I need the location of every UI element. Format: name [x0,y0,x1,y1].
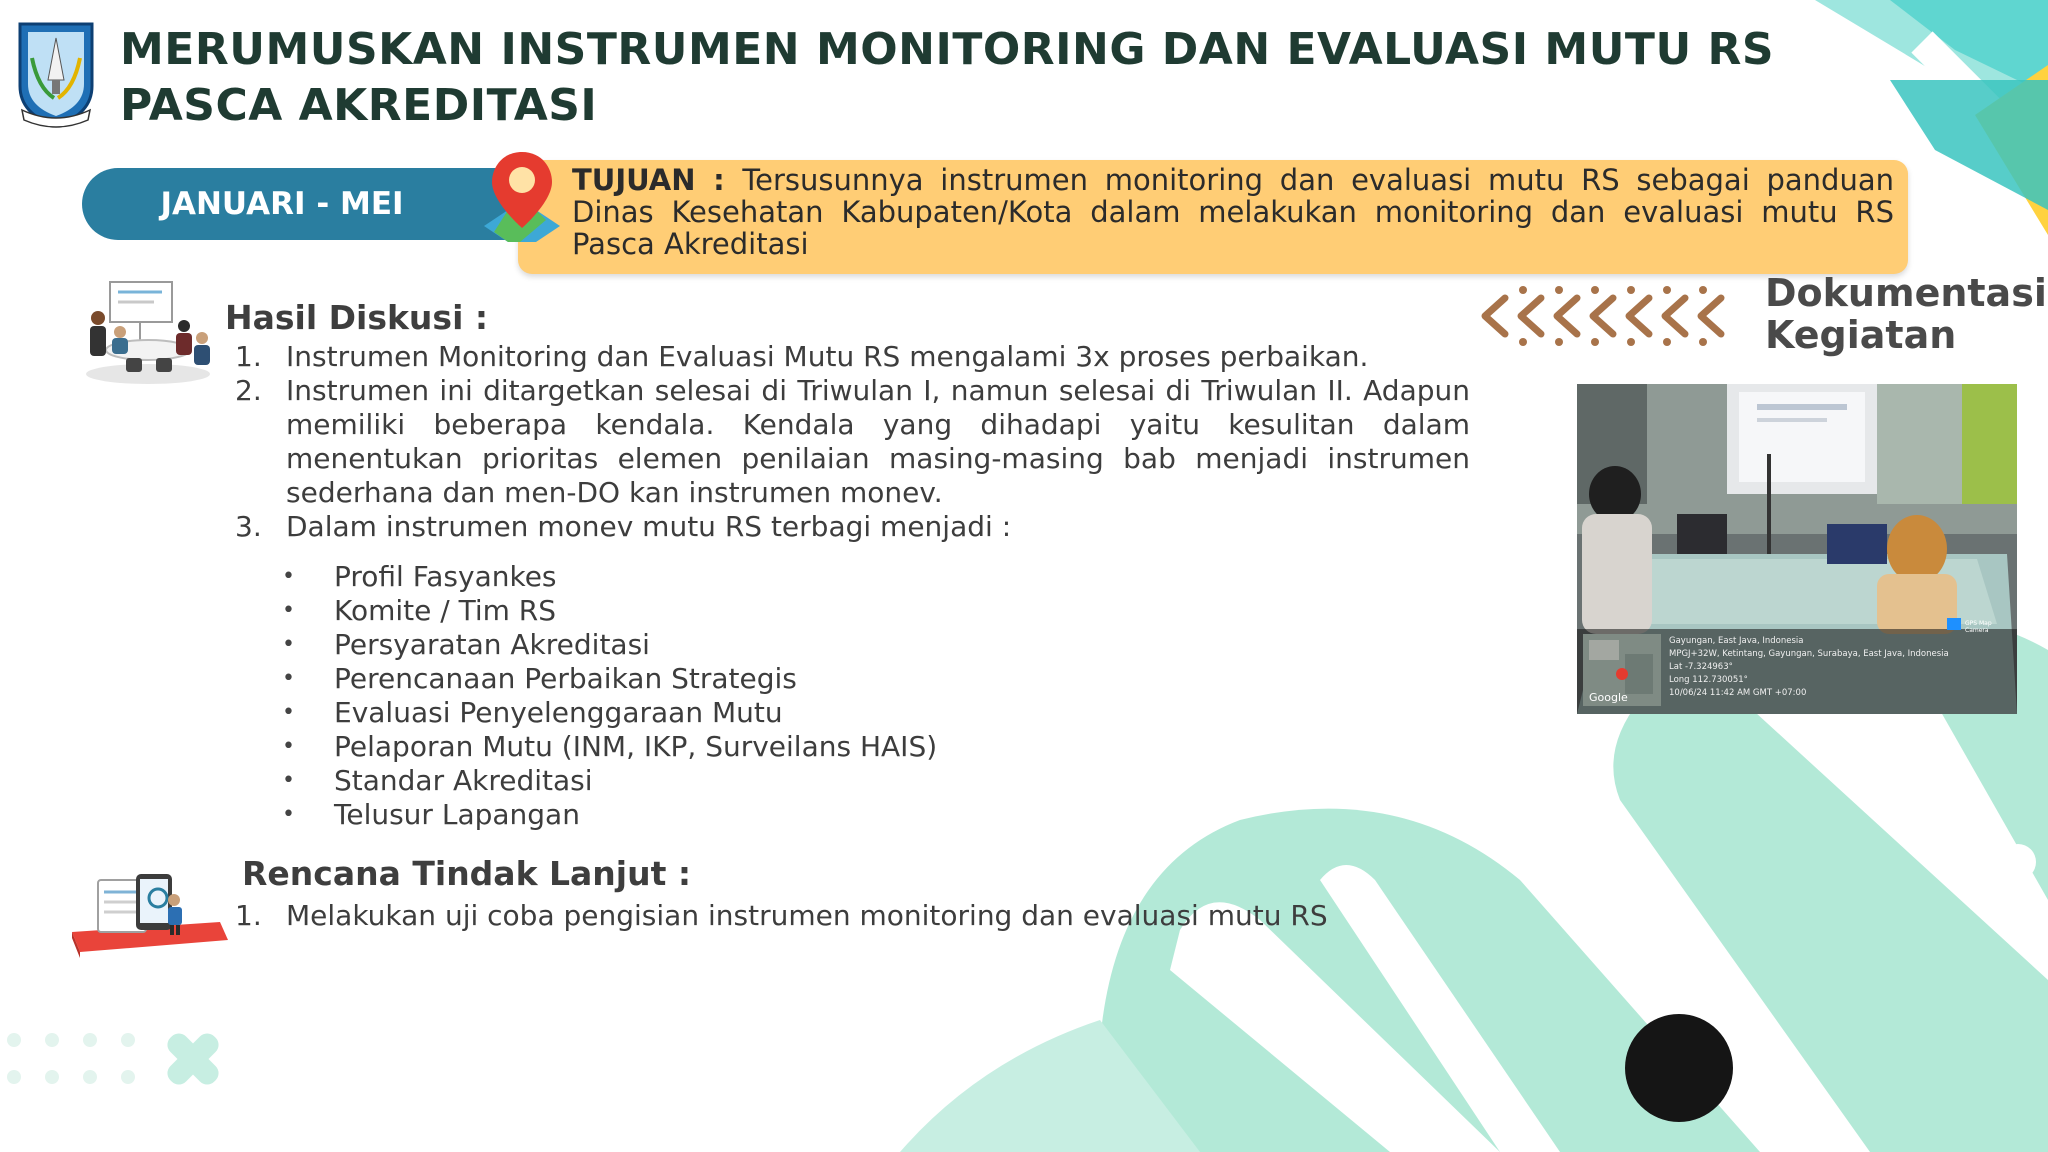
presenter-indicator [1625,1014,1733,1122]
bullet-item: • Evaluasi Penyelenggaraan Mutu [282,696,937,730]
list-number: 1. [235,899,262,932]
goal-label: TUJUAN [572,163,696,197]
chevron-arrows-icon [1475,282,1735,350]
photo-brand-label: GPS Map Camera [1965,620,1992,634]
period-badge: JANUARI - MEI [82,168,512,240]
discussion-heading: Hasil Diskusi : [225,298,489,337]
followup-list [230,899,1328,933]
geotag-long: Long 112.730051° [1669,675,1748,685]
list-text: Melakukan uji coba pengisian instrumen monitoring dan evaluasi mutu RS [286,899,1328,932]
list-number: 3. [235,510,262,543]
goal-text: Tersusunnya instrumen monitoring dan evaluasi mutu RS sebagai panduan Dinas Kesehatan Kabupaten/Kota dalam melakukan monitoring dan evaluasi mutu RS Pasca Akreditasi [572,163,1894,261]
bullet-item: • Telusur Lapangan [282,798,937,832]
photo-geotag [1669,635,2009,700]
photo-map-label: Google [1589,691,1628,704]
map-pin-icon [480,148,564,244]
bullet-item: • Perencanaan Perbaikan Strategis [282,662,937,696]
bullet-item: • Standar Akreditasi [282,764,937,798]
followup-heading: Rencana Tindak Lanjut : [242,854,692,893]
list-item [230,374,1470,510]
goal-separator: : [695,163,743,197]
geotag-lat: Lat -7.324963° [1669,662,1733,672]
documentation-title-line2: Kegiatan [1765,313,1957,357]
geotag-address: MPGJ+32W, Ketintang, Gayungan, Surabaya, East Java, Indonesia [1669,649,1949,659]
bullet-item: • Pelaporan Mutu (INM, IKP, Surveilans HAIS) [282,730,937,764]
geotag-datetime: 10/06/24 11:42 AM GMT +07:00 [1669,688,1807,698]
discussion-list [230,340,1470,544]
planning-illustration-icon [70,870,230,958]
instrument-sections-list [282,560,937,832]
meeting-illustration-icon [76,278,216,386]
geotag-place: Gayungan, East Java, Indonesia [1669,636,1804,646]
bullet-item: • Profil Fasyankes [282,560,937,594]
documentation-title-line1: Dokumentasi [1765,271,2047,315]
documentation-title [1765,271,2047,357]
list-item [230,899,1328,933]
list-text: Instrumen ini ditargetkan selesai di Triwulan I, namun selesai di Triwulan II. Adapun memiliki beberapa kendala. Kendala yang dihadapi yaitu kesulitan dalam menentukan prioritas elemen penilaian masing-masing bab menjadi instrumen sederhana dan men-DO kan instrumen monev. [286,374,1470,509]
bullet-item: • Komite / Tim RS [282,594,937,628]
list-item [230,340,1470,374]
page-title: MERUMUSKAN INSTRUMEN MONITORING DAN EVALUASI MUTU RS PASCA AKREDITASI [120,24,1775,131]
provincial-logo-icon [14,18,98,130]
bullet-item: • Persyaratan Akreditasi [282,628,937,662]
list-text: Instrumen Monitoring dan Evaluasi Mutu RS mengalami 3x proses perbaikan. [286,340,1369,373]
list-text: Dalam instrumen monev mutu RS terbagi menjadi : [286,510,1012,543]
list-number: 1. [235,340,262,373]
goal-box [518,160,1908,274]
activity-photo [1577,384,2017,714]
list-item [230,510,1470,544]
list-number: 2. [235,374,262,407]
